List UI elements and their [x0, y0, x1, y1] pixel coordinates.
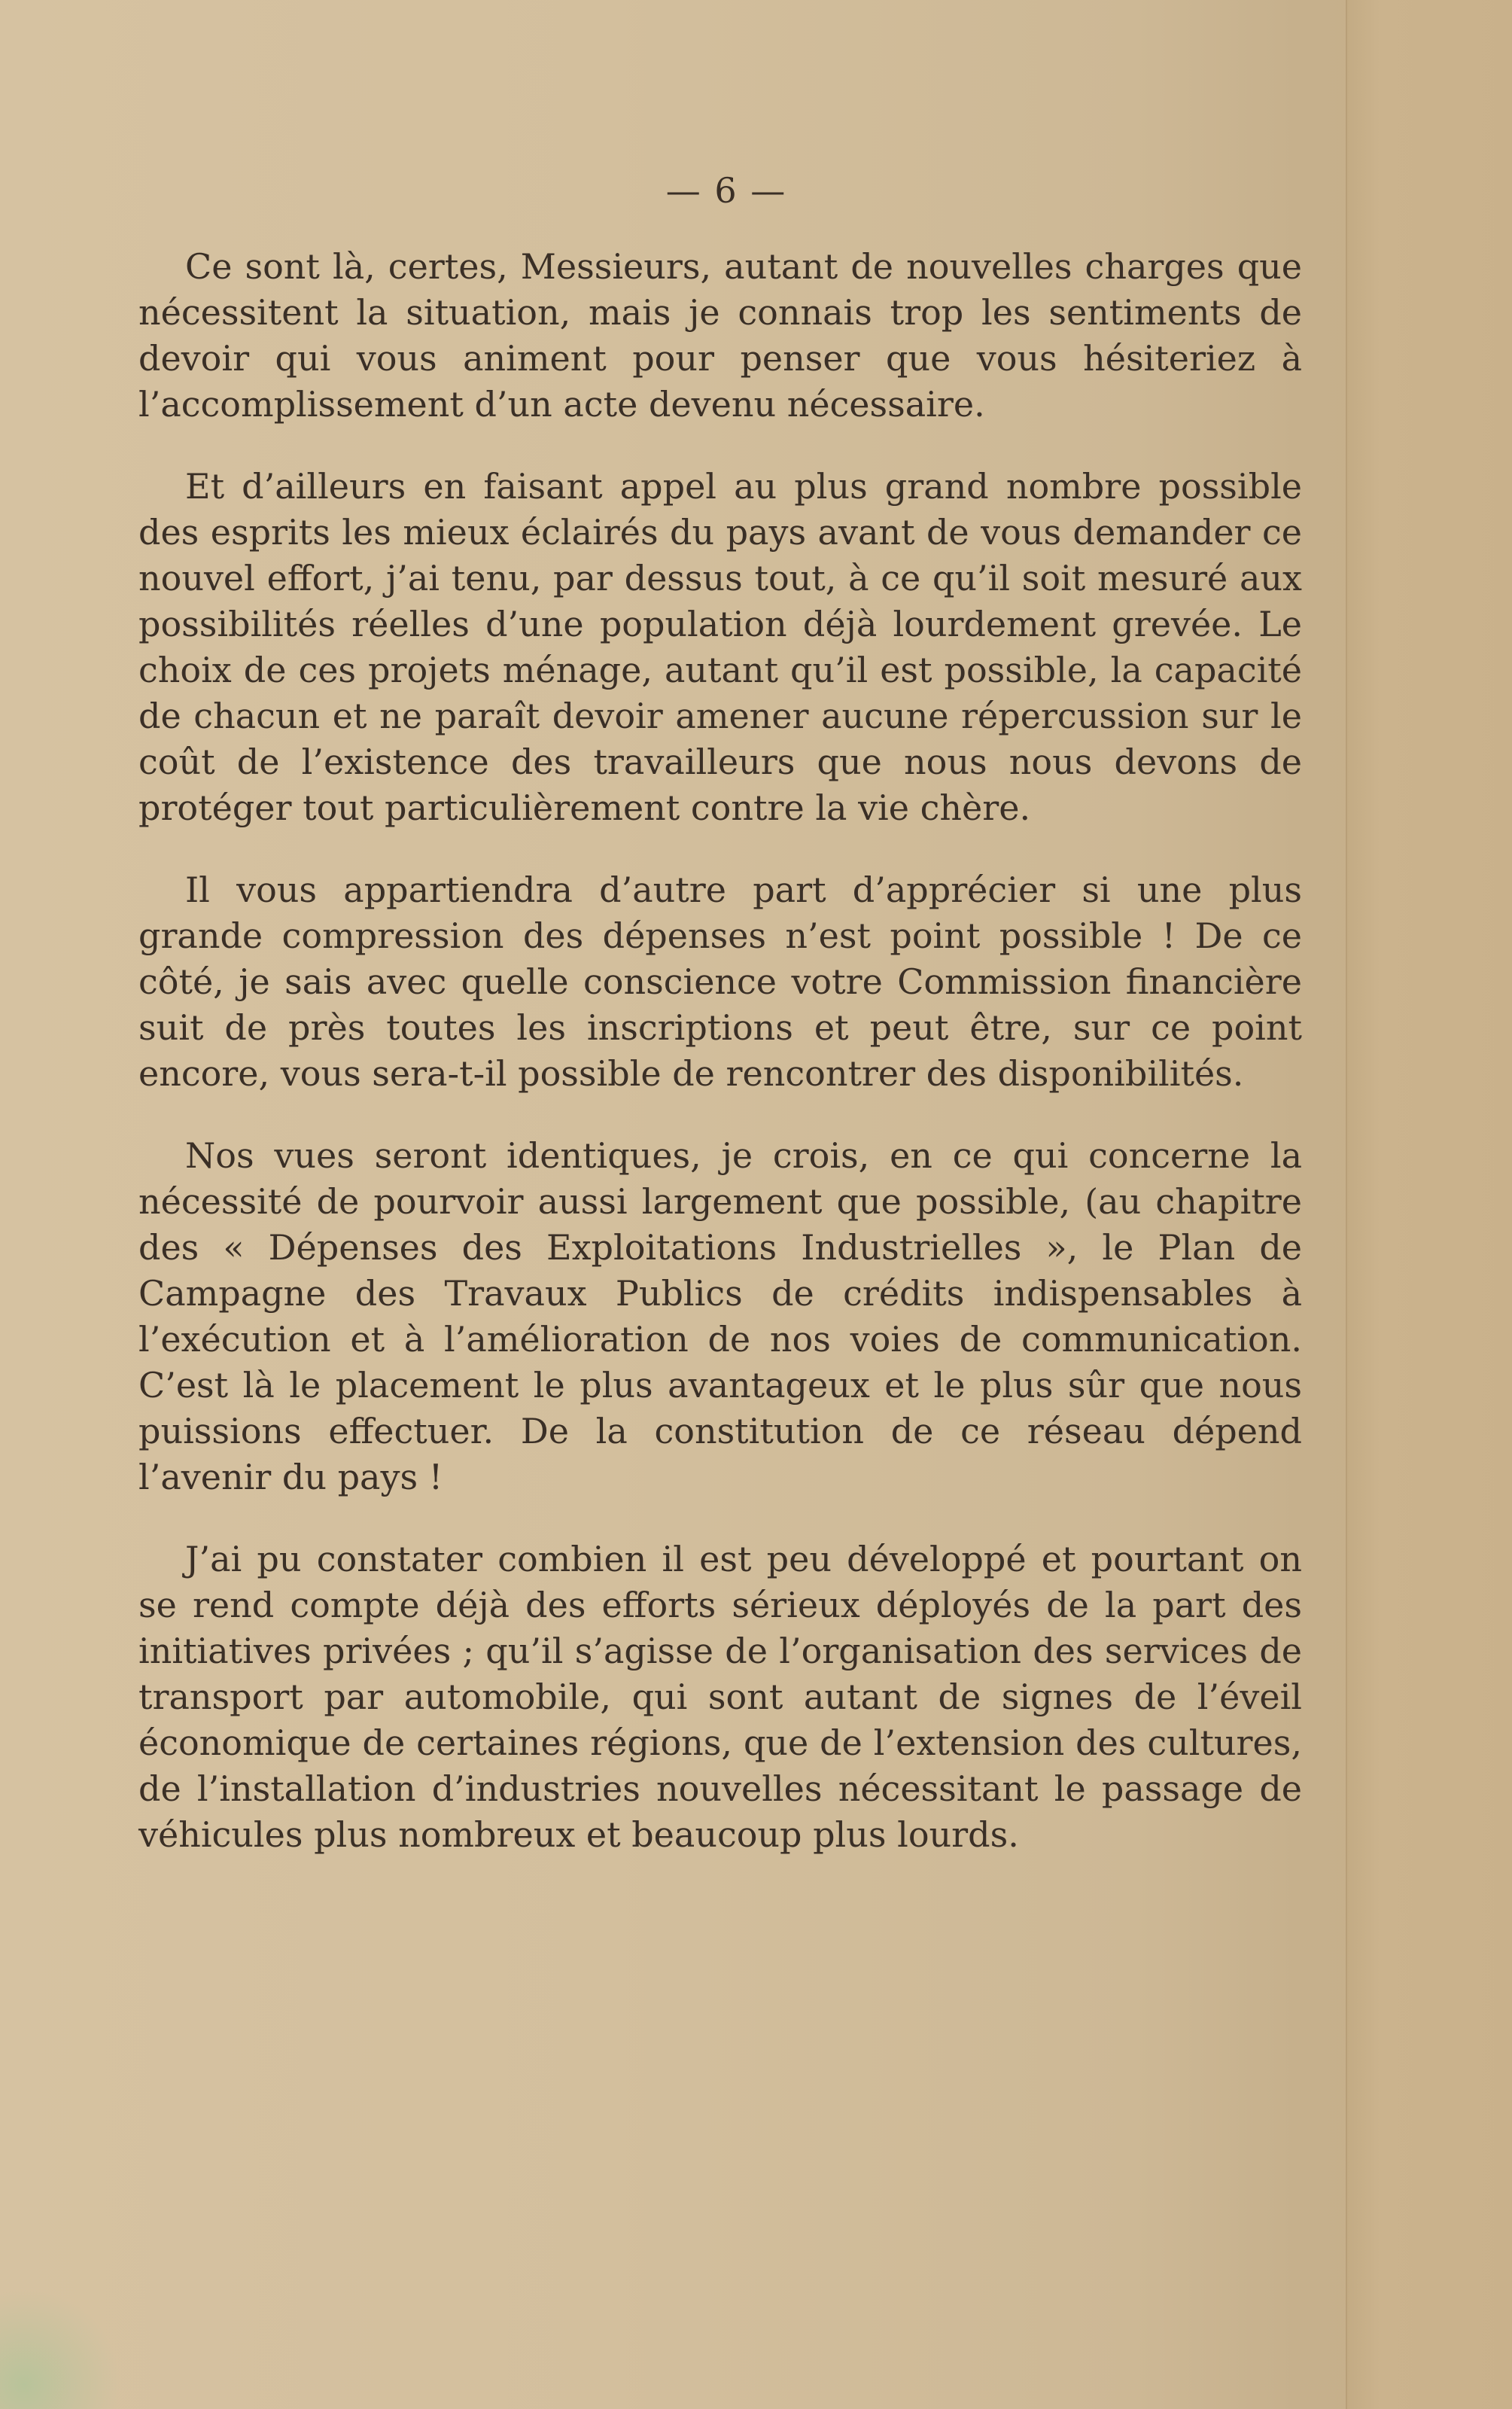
paper-edge	[1346, 0, 1512, 2409]
paragraph-4: Nos vues seront identiques, je crois, en ce qui concerne la nécessité de pourvoir aussi largement que possible, (au chapitre des « Dépenses des Exploitations Industrielles », le Plan de Campagne des Travaux Publics de crédits indispensables à l’exécution et à l’amélioration de nos voies de communication. C’est là le placement le plus avantageux et le plus sûr que nous puissions effectuer. De la constitution de ce réseau dépend l’avenir du pays !	[138, 1135, 1302, 1497]
paragraph-5: J’ai pu constater combien il est peu développé et pourtant on se rend compte déjà des efforts sérieux déployés de la part des initiatives privées ; qu’il s’agisse de l’organisation des services de transport par automobile, qui sont autant de signes de l’éveil économique de certaines régions, que de l’extension des cultures, de l’installation d’industries nouvelles nécessitant le passage de véhicules plus nombreux et beaucoup plus lourds.	[138, 1539, 1302, 1855]
paragraph-2: Et d’ailleurs en faisant appel au plus grand nombre possible des esprits les mieux éclairés du pays avant de vous demander ce nouvel effort, j’ai tenu, par dessus tout, à ce qu’il soit mesuré aux possibilités réelles d’une population déjà lourdement grevée. Le choix de ces projets ménage, autant qu’il est possible, la capacité de chacun et ne paraît devoir amener aucune répercussion sur le coût de l’existence des travailleurs que nous nous devons de protéger tout particulièrement contre la vie chère.	[138, 466, 1302, 828]
paper-stain	[0, 2289, 120, 2409]
page-number: — 6 —	[665, 170, 787, 211]
paragraph-1: Ce sont là, certes, Messieurs, autant de nouvelles charges que nécessitent la situation, mais je connais trop les sentiments de devoir qui vous animent pour penser que vous hésiteriez à l’accomplissement d’un acte devenu nécessaire.	[138, 246, 1302, 425]
paragraph-3: Il vous appartiendra d’autre part d’apprécier si une plus grande compression des dépenses n’est point possible ! De ce côté, je sais avec quelle conscience votre Commission financière suit de près toutes les inscriptions et peut être, sur ce point encore, vous sera-t-il possible de rencontrer des disponibilités.	[138, 869, 1302, 1094]
body-text	[138, 172, 1302, 1894]
